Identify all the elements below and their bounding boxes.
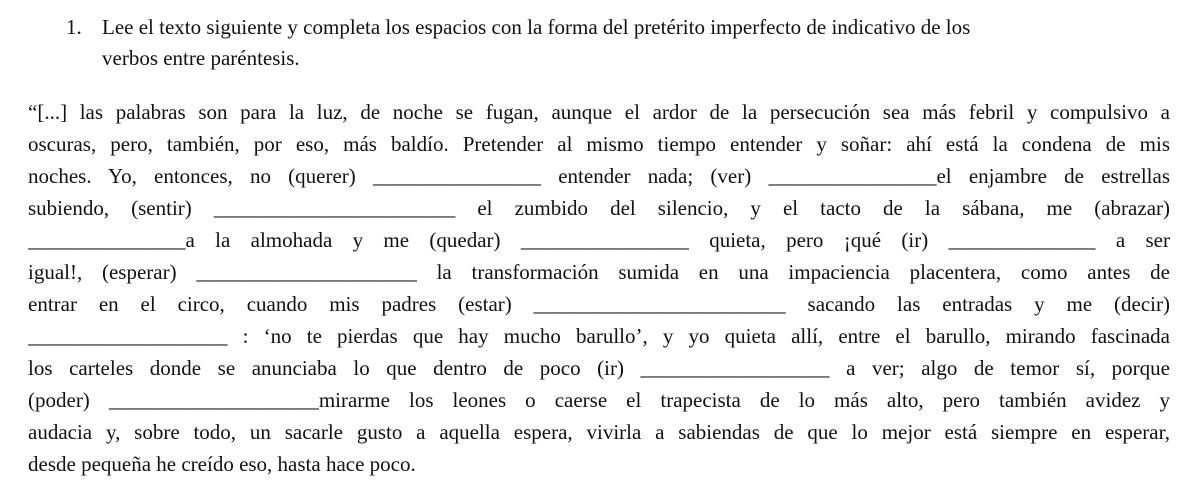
passage-line-6: igual!, (esperar) _____________________ la transformación sumida en una impaciencia placentera, como antes de (28, 260, 1170, 284)
passage-line-8: ___________________ : ‘no te pierdas que hay mucho barullo’, y yo quieta allí, entre el barullo, mirando fascinada (28, 324, 1170, 348)
instruction-text (102, 12, 1156, 74)
passage-line-1: “[...] las palabras son para la luz, de noche se fugan, aunque el ardor de la persecución sea más febril y compulsivo a (28, 100, 1170, 124)
instruction-line-1: Lee el texto siguiente y completa los espacios con la forma del pretérito imperfecto de indicativo de los (102, 15, 971, 39)
passage-line-2: oscuras, pero, también, por eso, más baldío. Pretender al mismo tiempo entender y soñar: ahí está la condena de mis (28, 132, 1170, 156)
instruction-line-2: verbos entre paréntesis. (102, 46, 300, 70)
passage-line-9: los carteles donde se anunciaba lo que dentro de poco (ir) __________________ a ver; algo de temor sí, porque (28, 356, 1170, 380)
passage-text (28, 96, 1170, 480)
passage-line-4: subiendo, (sentir) _______________________ el zumbido del silencio, y el tacto de la sábana, me (abrazar) (28, 196, 1170, 220)
passage-line-12: desde pequeña he creído eso, hasta hace poco. (28, 452, 416, 476)
exercise-instruction (66, 12, 1156, 74)
exercise-number: 1. (66, 15, 82, 39)
passage-line-7: entrar en el circo, cuando mis padres (estar) ________________________ sacando las entradas y me (decir) (28, 292, 1170, 316)
passage-line-3: noches. Yo, entonces, no (querer) ________________ entender nada; (ver) ________________el enjambre de estrellas (28, 164, 1170, 188)
passage-line-11: audacia y, sobre todo, un sacarle gusto a aquella espera, vivirla a sabiendas de que lo mejor está siempre en esperar, (28, 420, 1170, 444)
passage-line-10: (poder) ____________________mirarme los leones o caerse el trapecista de lo más alto, pero también avidez y (28, 388, 1170, 412)
passage-line-5: _______________a la almohada y me (quedar) ________________ quieta, pero ¡qué (ir) ______________ a ser (28, 228, 1170, 252)
